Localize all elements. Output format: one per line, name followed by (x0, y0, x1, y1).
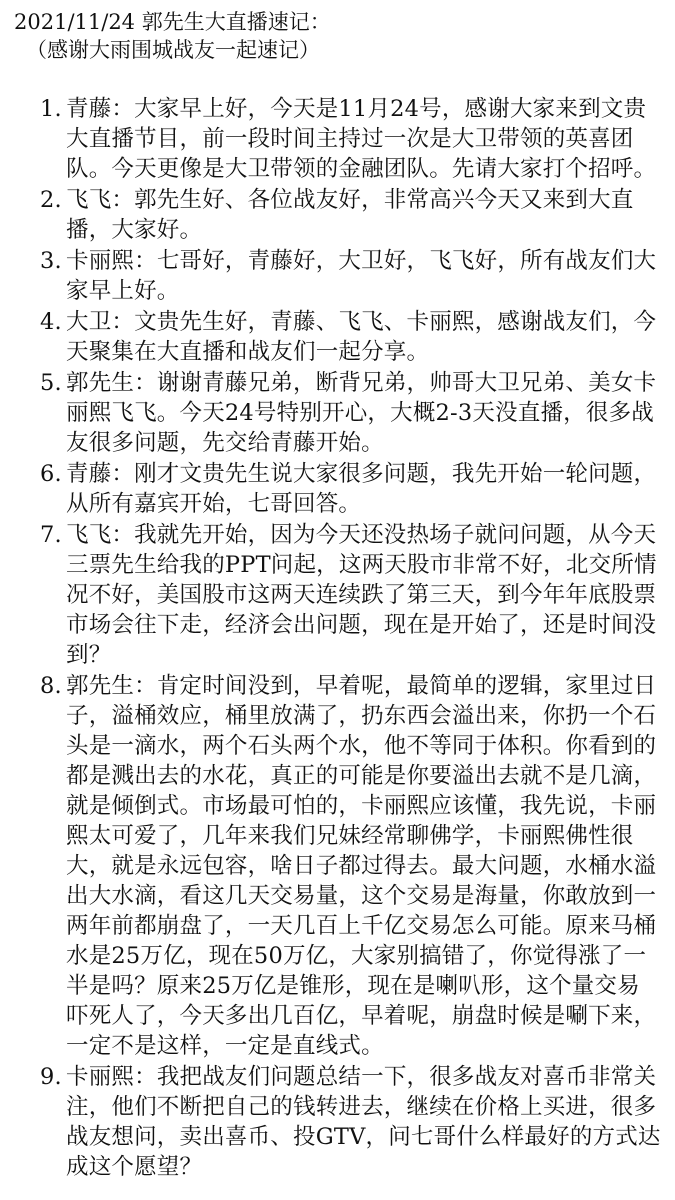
entry-number: 1. (40, 96, 62, 122)
document-subtitle: （感谢大雨围城战友一起速记） (26, 38, 320, 62)
entry-text: 我把战友们问题总结一下，很多战友对喜币非常关注，他们不断把自己的钱转进去，继续在价格上买进，很多战友想问，卖出喜币、投GTV，问七哥什么样最好的方式达成这个愿望？ (66, 1064, 661, 1180)
entry-number: 2. (40, 187, 62, 213)
entry-number: 5. (40, 370, 62, 396)
entry-speaker: 卡丽熙 ： (66, 1064, 157, 1090)
entry-number: 3. (40, 248, 62, 274)
entry-text: 大家早上好，今天是11月24号，感谢大家来到文贵大直播节目，前一段时间主持过一次是大卫带领的英喜团队。今天更像是大卫带领的金融团队。先请大家打个招呼。 (66, 96, 657, 182)
entry-text: 文贵先生好，青藤、飞飞、卡丽熙，感谢战友们，今天聚集在大直播和战友们一起分享。 (66, 309, 657, 365)
transcript-entry (14, 520, 661, 670)
entry-speaker: 大卫 ： (66, 309, 134, 335)
transcript-entry (14, 307, 661, 367)
entry-number: 8. (40, 673, 62, 699)
transcript-list (14, 94, 661, 1182)
entry-text: 郭先生好、各位战友好，非常高兴今天又来到大直播，大家好。 (66, 187, 634, 243)
entry-text: 七哥好，青藤好，大卫好，飞飞好，所有战友们大家早上好。 (66, 248, 657, 304)
document-title: 2021/11/24 郭先生大直播速记： (14, 10, 331, 34)
entry-speaker: 飞飞 ： (66, 522, 134, 548)
entry-text: 谢谢青藤兄弟，断背兄弟，帅哥大卫兄弟、美女卡丽熙飞飞。今天24号特别开心，大概2-3天没直播，很多战友很多问题，先交给青藤开始。 (66, 370, 657, 456)
entry-number: 6. (40, 461, 62, 487)
entry-speaker: 青藤 ： (66, 96, 134, 122)
entry-text: 刚才文贵先生说大家很多问题，我先开始一轮问题，从所有嘉宾开始，七哥回答。 (66, 461, 657, 517)
entry-text: 肯定时间没到，早着呢，最简单的逻辑，家里过日子，溢桶效应，桶里放满了，扔东西会溢出来，你扔一个石头是一滴水，两个石头两个水，他不等同于体积。你看到的都是溅出去的水花，真正的可能是你要溢出去就不是几滴，就是倾倒式。市场最可怕的，卡丽熙应该懂，我先说，卡丽熙太可爱了，几年来我们兄妹经常聊佛学，卡丽熙佛性很大，就是永远包容，啥日子都过得去。最大问题，水桶水溢出大水滴，看这几天交易量，这个交易是海量，你敢放到一两年前都崩盘了，一天几百上千亿交易怎么可能。原来马桶水是25万亿，现在50万亿，大家别搞错了，你觉得涨了一半是吗？原来25万亿是锥形，现在是喇叭形，这个量交易吓死人了，今天多出几百亿，早着呢，崩盘时候是唰下来，一定不是这样，一定是直线式。 (66, 673, 657, 1059)
transcript-entry (14, 671, 661, 1061)
entry-number: 9. (40, 1064, 62, 1090)
transcript-entry (14, 185, 661, 245)
entry-speaker: 青藤 ： (66, 461, 134, 487)
transcript-entry (14, 459, 661, 519)
transcript-entry (14, 246, 661, 306)
entry-speaker: 郭先生 ： (66, 370, 157, 396)
entry-number: 4. (40, 309, 62, 335)
transcript-entry (14, 94, 661, 184)
transcript-entry (14, 1062, 661, 1182)
transcript-entry (14, 368, 661, 458)
entry-speaker: 飞飞 ： (66, 187, 134, 213)
entry-speaker: 郭先生 ： (66, 673, 157, 699)
entry-text: 我就先开始，因为今天还没热场子就问问题，从今天三票先生给我的PPT问起，这两天股市非常不好，北交所情况不好，美国股市这两天连续跌了第三天，到今年年底股票市场会往下走，经济会出问题，现在是开始了，还是时间没到？ (66, 522, 657, 668)
entry-number: 7. (40, 522, 62, 548)
entry-speaker: 卡丽熙 ： (66, 248, 157, 274)
